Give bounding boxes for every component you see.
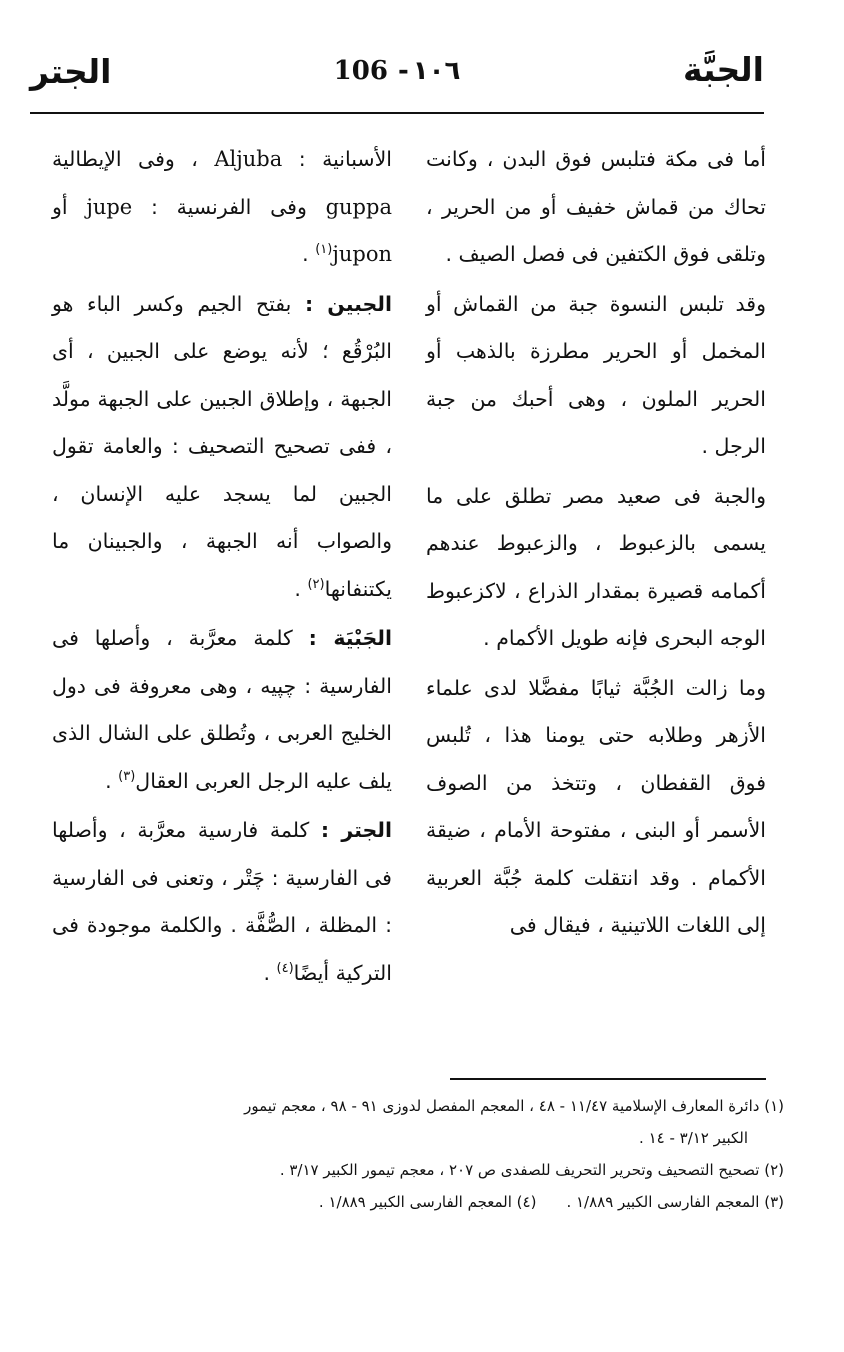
footnotes-3-4 [50, 1186, 784, 1218]
page-number-arabic: ١٠٦ [412, 56, 461, 86]
entry-term: الجبين : [304, 291, 392, 316]
footnote-ref: (٣) [118, 768, 136, 784]
header-entry-last: الجتر [30, 52, 112, 91]
latin-word: guppa [325, 194, 392, 219]
text-column-right [426, 136, 766, 950]
footnote-2: (٢) تصحيح التصحيف وتحرير التحريف للصفدى ص ٢٠٧ ، معجم تيمور الكبير ٣/١٧ . [279, 1161, 784, 1179]
paragraph: والجبة فى صعيد مصر تطلق على ما يسمى بالزعبوط ، والزعبوط عندهم أكمامه قصيرة بمقدار الذراع ، لاكزعبوط الوجه البحرى فإنه طويل الأكمام . [426, 483, 766, 650]
footnote-4: (٤) المعجم الفارسى الكبير ١/٨٨٩ . [318, 1193, 537, 1211]
entry-al-jatr: الجتر : كلمة فارسية معرَّبة ، وأصلها فى الفارسية : چَتْر ، وتعنى فى الفارسية : المظلة ، الصُّفَّة . والكلمة موجودة فى التركية أيضًا$^{(٤)}$ . [52, 818, 392, 985]
running-header [30, 50, 764, 110]
footnotes [50, 1090, 784, 1218]
footnote-divider [450, 1078, 766, 1080]
paragraph: أما فى مكة فتلبس فوق البدن ، وكانت تحاك من قماش خفيف أو من الحرير ، وتلقى فوق الكتفين فى فصل الصيف . [426, 147, 766, 266]
text-column-left [52, 136, 392, 997]
footnote-ref: (٤) [276, 960, 294, 976]
paragraph: وما زالت الجُبَّة ثيابًا مفضَّلا لدى علماء الأزهر وطلابه حتى يومنا هذا ، تُلبس فوق القفطان ، وتتخذ من الصوف الأسمر أو البنى ، مفتوحة الأمام ، ضيقة الأكمام . وقد انتقلت كلمة جُبَّة العربية إلى اللغات اللاتينية ، فيقال فى [426, 675, 766, 937]
paragraph: وقد تلبس النسوة جبة من القماش أو المخمل أو الحرير مطرزة بالذهب أو الحرير الملون ، وهى أحبك من جبة الرجل . [426, 291, 766, 458]
paragraph-foreign-names: الأسبانية : Aljuba ، وفى الإيطالية guppa وفى الفرنسية : jupe أو jupon$^{(١)}$ . [52, 147, 392, 266]
footnote-1: (١) دائرة المعارف الإسلامية ١١/٤٧ - ٤٨ ، المعجم المفصل لدوزى ٩١ - ٩٨ ، معجم تيمور الكبير ٣/١٢ - ١٤ . [244, 1097, 784, 1147]
header-divider [30, 112, 764, 114]
page-number-dash: - [397, 56, 409, 86]
entry-term: الجَبْيَة : [308, 626, 392, 650]
latin-word: jupe [86, 194, 133, 219]
latin-word: jupon [332, 242, 392, 266]
footnote-ref: (٢) [307, 576, 325, 592]
page-number [30, 56, 764, 86]
entry-term: الجتر : [320, 818, 392, 842]
header-entry-first: الجبَّة [683, 50, 764, 89]
footnote-ref: (١) [315, 242, 333, 258]
entry-al-jabya: الجَبْيَة : كلمة معرَّبة ، وأصلها فى الفارسية : چپيه ، وهى معروفة فى دول الخليج العربى ، وتُطلق على الشال الذى يلف عليه الرجل العربى العقال$^{(٣)}$ . [52, 626, 392, 793]
page-number-latin: 106 [333, 56, 388, 86]
footnote-3: (٣) المعجم الفارسى الكبير ١/٨٨٩ . [566, 1193, 784, 1211]
entry-al-jabin: الجبين : بفتح الجيم وكسر الباء هو البُرْقُع ؛ لأنه يوضع على الجبين ، أى الجبهة ، وإطلاق الجبين على الجبهة مولَّد ، ففى تصحيح التصحيف : والعامة تقول الجبين لما يسجد عليه الإنسان ، والصواب أنه الجبهة ، والجبينان ما يكتنفانها$^{(٢)}$ . [52, 291, 392, 601]
latin-word: Aljuba [214, 147, 283, 171]
